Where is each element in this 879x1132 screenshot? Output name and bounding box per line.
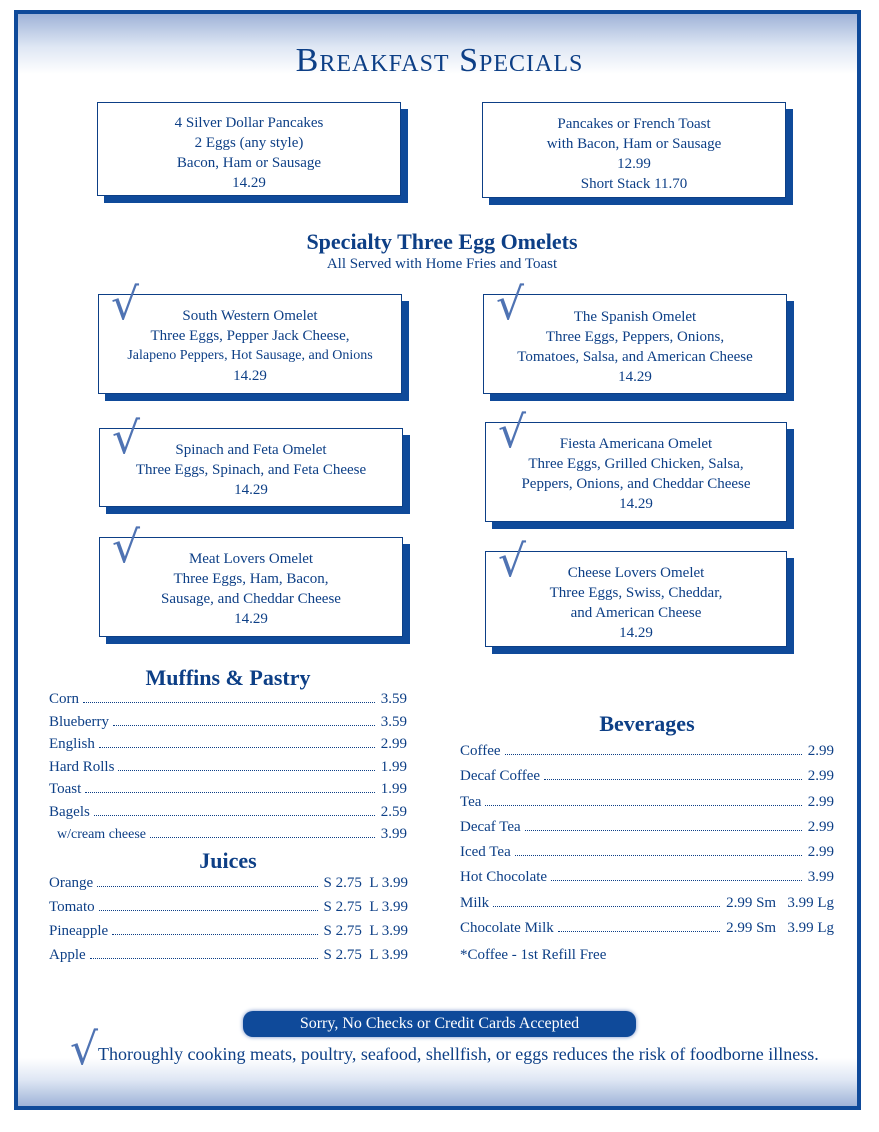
- list-item: [49, 875, 408, 899]
- food-safety-warning: [70, 1024, 819, 1075]
- item-name: Iced Tea: [460, 844, 511, 861]
- list-item: [49, 714, 407, 737]
- list-item: [49, 759, 407, 782]
- warning-text: Thoroughly cooking meats, poultry, seafood, shellfish, or eggs reduces the risk of foodborne illness.: [98, 1044, 819, 1064]
- special-1-line-2: 2 Eggs (any style): [194, 135, 304, 151]
- list-item: [460, 920, 834, 945]
- item-price: 3.99: [380, 826, 407, 842]
- special-box-2: [482, 102, 786, 198]
- omelets-heading: Specialty Three Egg Omelets: [306, 229, 578, 254]
- omelet-desc-line: Three Eggs, Spinach, and Feta Cheese: [135, 462, 367, 478]
- juices-list: [49, 875, 408, 971]
- omelet-box: [99, 522, 403, 637]
- page-title: Breakfast Specials: [295, 42, 584, 79]
- omelet-name: Fiesta Americana Omelet: [559, 436, 713, 452]
- omelet-desc-line: Peppers, Onions, and Cheddar Cheese: [521, 476, 751, 492]
- item-price: 3.99: [807, 869, 834, 886]
- list-item: [460, 794, 834, 819]
- omelet-price: 14.29: [619, 625, 653, 641]
- list-item: [49, 947, 408, 971]
- omelet-desc-line: Jalapeno Peppers, Hot Sausage, and Onions: [127, 348, 373, 363]
- omelet-price: 14.29: [234, 611, 268, 627]
- omelet-desc-line: Three Eggs, Pepper Jack Cheese,: [150, 328, 350, 344]
- list-item: [49, 736, 407, 759]
- omelet-desc-line: Three Eggs, Grilled Chicken, Salsa,: [528, 456, 744, 472]
- list-item: [460, 743, 834, 768]
- item-price: 3.59: [380, 713, 407, 730]
- special-2-line-1: Pancakes or French Toast: [557, 116, 711, 132]
- item-price: S 2.75 L 3.99: [323, 899, 408, 915]
- omelet-price: 14.29: [618, 369, 652, 385]
- item-name: Hard Rolls: [49, 758, 115, 775]
- omelet-name: The Spanish Omelet: [573, 309, 697, 325]
- omelet-name: Meat Lovers Omelet: [188, 551, 314, 567]
- list-item: [460, 768, 834, 793]
- item-price: 2.99: [807, 743, 834, 759]
- item-price: 2.99: [807, 768, 834, 785]
- dot-leader: [90, 957, 318, 959]
- check-mark-icon: √: [498, 407, 527, 458]
- muffins-heading: Muffins & Pastry: [145, 665, 311, 690]
- check-mark-icon: √: [498, 536, 527, 587]
- omelet-box: [485, 407, 787, 522]
- check-mark-icon: √: [112, 413, 141, 464]
- list-item: [460, 895, 834, 920]
- item-price: 1.99: [380, 781, 407, 797]
- omelet-desc-line: and American Cheese: [570, 605, 702, 621]
- dot-leader: [150, 836, 375, 838]
- list-item: [49, 691, 407, 714]
- item-price: 2.99 Sm 3.99 Lg: [726, 920, 834, 937]
- muffins-list: [49, 691, 407, 849]
- item-price: 2.99: [807, 793, 834, 810]
- omelets-subheading: All Served with Home Fries and Toast: [326, 256, 558, 272]
- dot-leader: [544, 778, 802, 780]
- item-name: Pineapple: [49, 923, 109, 939]
- omelet-desc-line: Tomatoes, Salsa, and American Cheese: [517, 349, 753, 365]
- list-item: [460, 819, 834, 844]
- item-price: 1.99: [380, 758, 407, 775]
- item-name: Milk: [460, 894, 490, 911]
- item-name: Decaf Coffee: [460, 768, 541, 785]
- omelet-desc-line: Three Eggs, Swiss, Cheddar,: [549, 585, 723, 601]
- special-2-price: 12.99: [617, 156, 651, 172]
- omelet-name: Spinach and Feta Omelet: [175, 442, 327, 458]
- omelet-box: [99, 413, 403, 507]
- dot-leader: [99, 909, 318, 911]
- dot-leader: [551, 879, 802, 881]
- item-price: 2.99: [807, 818, 834, 835]
- special-1-price: 14.29: [232, 175, 266, 191]
- item-name: w/cream cheese: [57, 827, 146, 842]
- special-2-short-stack: Short Stack 11.70: [580, 176, 688, 192]
- beverages-list: [460, 743, 834, 964]
- item-price: 2.99 Sm 3.99 Lg: [726, 894, 834, 911]
- dot-leader: [94, 814, 375, 816]
- dot-leader: [85, 791, 374, 793]
- dot-leader: [525, 829, 802, 831]
- item-name: Tea: [460, 793, 482, 810]
- dot-leader: [113, 724, 375, 726]
- omelet-box: [98, 279, 402, 394]
- item-price: S 2.75 L 3.99: [323, 923, 408, 939]
- omelet-desc-line: Three Eggs, Ham, Bacon,: [173, 571, 329, 587]
- special-1-line-3: Bacon, Ham or Sausage: [176, 155, 322, 171]
- item-name: Chocolate Milk: [460, 920, 554, 937]
- refill-note: *Coffee - 1st Refill Free: [460, 947, 607, 964]
- item-name: Corn: [49, 691, 79, 707]
- list-item: [49, 826, 407, 849]
- item-price: S 2.75 L 3.99: [323, 947, 408, 963]
- item-price: 3.59: [380, 691, 407, 707]
- juices-heading: Juices: [199, 848, 257, 873]
- special-box-1: [97, 102, 401, 196]
- special-1-line-1: 4 Silver Dollar Pancakes: [174, 115, 324, 131]
- list-item: [49, 804, 407, 827]
- dot-leader: [493, 905, 720, 907]
- dot-leader: [97, 885, 317, 887]
- item-name: Hot Chocolate: [460, 869, 548, 886]
- omelet-price: 14.29: [619, 496, 653, 512]
- item-price: 2.99: [807, 844, 834, 861]
- omelet-desc-line: Sausage, and Cheddar Cheese: [161, 591, 341, 607]
- item-price: 2.59: [380, 803, 407, 820]
- dot-leader: [83, 701, 375, 703]
- dot-leader: [118, 769, 374, 771]
- dot-leader: [99, 746, 375, 748]
- omelet-desc-line: Three Eggs, Peppers, Onions,: [545, 329, 725, 345]
- dot-leader: [485, 804, 801, 806]
- item-name: Coffee: [460, 743, 501, 759]
- item-name: Decaf Tea: [460, 818, 521, 835]
- dot-leader: [112, 933, 317, 935]
- special-2-line-2: with Bacon, Ham or Sausage: [546, 136, 722, 152]
- item-price: S 2.75 L 3.99: [323, 875, 408, 891]
- dot-leader: [515, 854, 802, 856]
- item-name: Bagels: [49, 803, 90, 820]
- item-name: Blueberry: [49, 713, 109, 730]
- omelet-price: 14.29: [233, 368, 267, 384]
- omelet-price: 14.29: [234, 482, 268, 498]
- omelet-box: [483, 279, 787, 394]
- item-name: English: [49, 736, 95, 752]
- list-item: [460, 869, 834, 894]
- omelet-name: Cheese Lovers Omelet: [567, 565, 705, 581]
- dot-leader: [505, 753, 802, 755]
- check-mark-icon: √: [496, 279, 525, 330]
- payment-notice: Sorry, No Checks or Credit Cards Accepted: [243, 1011, 636, 1037]
- beverages-heading: Beverages: [599, 711, 695, 736]
- list-item: [49, 781, 407, 804]
- list-item: [460, 844, 834, 869]
- dot-leader: [558, 930, 720, 932]
- item-name: Toast: [49, 781, 82, 797]
- item-name: Tomato: [49, 899, 95, 915]
- check-mark-icon: √: [70, 1024, 99, 1075]
- item-name: Orange: [49, 875, 94, 891]
- omelet-name: South Western Omelet: [182, 308, 318, 324]
- check-mark-icon: √: [111, 279, 140, 330]
- item-price: 2.99: [380, 736, 407, 752]
- check-mark-icon: √: [112, 522, 141, 573]
- omelet-box: [485, 536, 787, 647]
- item-name: Apple: [49, 947, 86, 963]
- list-item: [49, 923, 408, 947]
- list-item: [49, 899, 408, 923]
